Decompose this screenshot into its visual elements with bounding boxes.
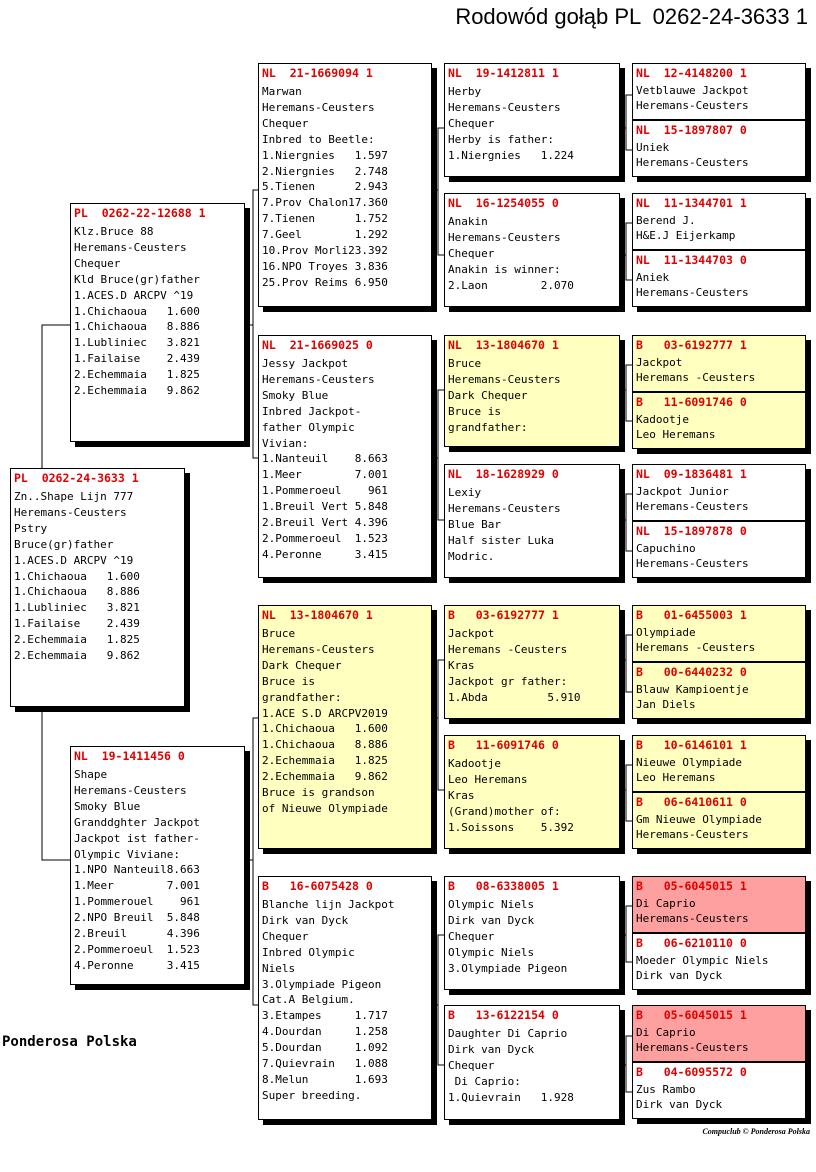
pigeon-info-line: Blanche lijn Jackpot xyxy=(262,898,395,911)
pigeon-info-line: Olympic Viviane: xyxy=(74,847,180,861)
pigeon-info-line: 1.Failaise 2.439 xyxy=(74,352,200,366)
pigeon-info-line: 1.ACES.D ARCPV ^19 xyxy=(74,288,194,302)
pigeon-info-line: Vetblauwe Jackpot xyxy=(636,84,749,97)
pigeon-card-g3b xyxy=(444,193,620,307)
pigeon-info-line: Capuchino xyxy=(636,542,696,555)
pigeon-info-line: Bruce is xyxy=(262,674,315,688)
pigeon-card-g4b xyxy=(632,120,806,177)
pigeon-info-line: Marwan xyxy=(262,85,302,98)
pigeon-info-line: Heremans-Ceusters xyxy=(636,828,749,841)
ring-number: NL 21-1669025 0 xyxy=(262,338,373,352)
ring-number: NL 13-1804670 1 xyxy=(448,338,559,352)
pigeon-info-line: 7.Geel 1.292 xyxy=(262,228,388,242)
pigeon-info-line: Granddghter Jackpot xyxy=(74,815,200,829)
pigeon-info-line: Olympic Niels xyxy=(448,898,535,911)
pigeon-info-line: Chequer xyxy=(448,116,495,130)
pigeon-info-line: 1.Pommeroeul 961 xyxy=(262,484,388,498)
pigeon-card-g4f xyxy=(632,392,806,449)
pigeon-info-line: Heremans-Ceusters xyxy=(448,372,561,386)
pigeon-card-g4c xyxy=(632,193,806,250)
pigeon-info-line: Bruce is grandson xyxy=(262,786,375,800)
pigeon-info-line: 8.Melun 1.693 xyxy=(262,1072,388,1086)
pigeon-info-line: 3.Olympiade Pigeon xyxy=(262,977,382,991)
loft-name: Ponderosa Polska xyxy=(2,1034,137,1050)
pigeon-info-line: Heremans -Ceusters xyxy=(636,371,756,384)
pigeon-info-line: Heremans-Ceusters xyxy=(448,230,561,244)
pigeon-card-g0 xyxy=(10,468,185,707)
pigeon-card-g2d xyxy=(258,876,432,1120)
pigeon-info-line: Heremans-Ceusters xyxy=(262,372,375,386)
pigeon-info-line: 2.NPO Breuil 5.848 xyxy=(74,911,200,925)
pigeon-info-line: Heremans-Ceusters xyxy=(636,912,749,925)
pigeon-card-g4i xyxy=(632,605,806,662)
pigeon-info-line: Heremans-Ceusters xyxy=(636,99,749,112)
pigeon-info-line: Heremans-Ceusters xyxy=(262,100,375,114)
pigeon-info-line: 2.Breuil Vert 4.396 xyxy=(262,516,388,530)
pigeon-info-line: 2.Pommeroeul 1.523 xyxy=(74,942,200,956)
ring-number: NL 21-1669094 1 xyxy=(262,66,373,80)
pigeon-info-line: 25.Prov Reims 6.950 xyxy=(262,275,388,289)
ring-number: NL 11-1344701 1 xyxy=(636,196,747,210)
pigeon-info-line: grandfather: xyxy=(262,690,342,704)
ring-number: B 08-6338005 1 xyxy=(448,879,559,893)
pigeon-card-g3h xyxy=(444,1005,620,1120)
ring-number: B 00-6440232 0 xyxy=(636,665,747,679)
pigeon-info-line: Inbred Jackpot- xyxy=(262,404,362,418)
pigeon-info-line: 1.Niergnies 1.224 xyxy=(448,148,574,162)
pigeon-info-line: 5.Dourdan 1.092 xyxy=(262,1041,388,1055)
pigeon-info-line: Heremans-Ceusters xyxy=(448,501,561,515)
pigeon-info-line: Anakin is winner: xyxy=(448,262,561,276)
ring-number: NL 19-1412811 1 xyxy=(448,66,559,80)
pigeon-info-line: Heremans-Ceusters xyxy=(448,100,561,114)
ring-number: PL 0262-24-3633 1 xyxy=(14,471,139,485)
pigeon-info-line: Jan Diels xyxy=(636,698,696,711)
ring-number: NL 12-4148200 1 xyxy=(636,66,747,80)
pigeon-info-line: Di Caprio: xyxy=(448,1074,521,1088)
pigeon-info-line: Kadootje xyxy=(636,413,689,426)
ring-number: NL 09-1836481 1 xyxy=(636,467,747,481)
pigeon-info-line: Heremans-Ceusters xyxy=(262,642,375,656)
pigeon-info-line: (Grand)mother of: xyxy=(448,804,561,818)
pigeon-info-line: Di Caprio xyxy=(636,897,696,910)
pigeon-info-line: Blauw Kampioentje xyxy=(636,683,749,696)
pigeon-info-line: Heremans-Ceusters xyxy=(636,500,749,513)
pigeon-info-line: Modric. xyxy=(448,549,495,563)
pigeon-info-line: 1.Soissons 5.392 xyxy=(448,820,574,834)
pigeon-info-line: Niels xyxy=(262,961,296,975)
pigeon-info-line: 1.ACES.D ARCPV ^19 xyxy=(14,553,134,567)
pigeon-info-line: Heremans-Ceusters xyxy=(636,1041,749,1054)
pigeon-info-line: Kld Bruce(gr)father xyxy=(74,272,200,286)
pigeon-info-line: Bruce xyxy=(448,357,482,370)
pigeon-info-line: Berend J. xyxy=(636,214,696,227)
pigeon-info-line: Heremans-Ceusters xyxy=(636,557,749,570)
ring-number: B 13-6122154 0 xyxy=(448,1008,559,1022)
pigeon-card-g2b xyxy=(258,335,432,578)
pigeon-info-line: Jessy Jackpot xyxy=(262,357,349,370)
pigeon-info-line: Leo Heremans xyxy=(636,771,716,784)
pigeon-info-line: 1.Chichaoua 1.600 xyxy=(14,569,140,583)
ring-number: B 05-6045015 1 xyxy=(636,879,747,893)
pigeon-info-line: 1.Chichaoua 8.886 xyxy=(14,585,140,599)
pigeon-info-line: Heremans-Ceusters xyxy=(636,156,749,169)
pigeon-card-g4a xyxy=(632,63,806,120)
pigeon-card-g3a xyxy=(444,63,620,177)
pigeon-info-line: 1.Pommerouel 961 xyxy=(74,895,200,909)
pigeon-info-line: 3.Etampes 1.717 xyxy=(262,1009,388,1023)
pigeon-info-line: Dirk van Dyck xyxy=(448,1042,535,1056)
pigeon-info-line: Jackpot Junior xyxy=(636,485,729,498)
pigeon-info-line: Zn..Shape Lijn 777 xyxy=(14,490,134,503)
ring-number: B 01-6455003 1 xyxy=(636,608,747,622)
pigeon-info-line: 2.Niergnies 2.748 xyxy=(262,164,388,178)
copyright-note: Compuclub © Ponderosa Polska xyxy=(702,1127,810,1136)
pigeon-info-line: Blue Bar xyxy=(448,517,501,531)
pigeon-info-line: Dirk van Dyck xyxy=(448,913,535,927)
ring-number: B 03-6192777 1 xyxy=(448,608,559,622)
pigeon-info-line: Dirk van Dyck xyxy=(262,913,349,927)
pigeon-info-line: Anakin xyxy=(448,215,488,228)
pigeon-info-line: 7.Tienen 1.752 xyxy=(262,212,388,226)
pigeon-info-line: 10.Prov Morli23.392 xyxy=(262,244,388,258)
pigeon-info-line: 2.Echemmaia 1.825 xyxy=(14,633,140,647)
pigeon-info-line: Half sister Luka xyxy=(448,533,554,547)
pigeon-info-line: Chequer xyxy=(262,929,309,943)
pigeon-info-line: Heremans -Ceusters xyxy=(636,641,756,654)
pigeon-info-line: Heremans-Ceusters xyxy=(74,240,187,254)
pigeon-card-g4n xyxy=(632,933,806,990)
pigeon-info-line: Chequer xyxy=(262,116,309,130)
pedigree-title: Rodowód gołąb PL 0262-24-3633 1 xyxy=(455,4,808,29)
pigeon-info-line: Pstry xyxy=(14,521,48,535)
pigeon-info-line: Inbred Olympic xyxy=(262,945,355,959)
pigeon-card-g2a xyxy=(258,63,432,307)
pigeon-info-line: 4.Dourdan 1.258 xyxy=(262,1025,388,1039)
ring-number: NL 18-1628929 0 xyxy=(448,467,559,481)
pigeon-info-line: Leo Heremans xyxy=(448,772,528,786)
ring-number: NL 16-1254055 0 xyxy=(448,196,559,210)
pigeon-info-line: Inbred to Beetle: xyxy=(262,132,375,146)
pigeon-info-line: 1.Lubliniec 3.821 xyxy=(74,336,200,350)
pigeon-info-line: Chequer xyxy=(448,1058,495,1072)
pigeon-info-line: Aniek xyxy=(636,271,670,284)
pigeon-info-line: H&E.J Eijerkamp xyxy=(636,229,736,242)
pigeon-info-line: 2.Pommeroeul 1.523 xyxy=(262,531,388,545)
pigeon-info-line: Leo Heremans xyxy=(636,428,716,441)
pigeon-info-line: 2.Echemmaia 1.825 xyxy=(262,754,388,768)
pigeon-card-g4m xyxy=(632,876,806,933)
pigeon-info-line: Cat.A Belgium. xyxy=(262,993,355,1007)
pigeon-info-line: 4.Peronne 3.415 xyxy=(262,547,388,561)
pigeon-info-line: 1.Quievrain 1.928 xyxy=(448,1090,574,1104)
pigeon-card-g4j xyxy=(632,662,806,719)
pigeon-info-line: Bruce(gr)father xyxy=(14,537,114,551)
pigeon-info-line: 1.Chichaoua 1.600 xyxy=(262,722,388,736)
pigeon-info-line: 1.Chichaoua 8.886 xyxy=(74,320,200,334)
pigeon-info-line: 4.Peronne 3.415 xyxy=(74,958,200,972)
pigeon-info-line: Chequer xyxy=(74,256,121,270)
pigeon-info-line: Heremans -Ceusters xyxy=(448,642,568,656)
pigeon-info-line: Jackpot ist father- xyxy=(74,831,200,845)
pigeon-card-g4p xyxy=(632,1062,806,1119)
pigeon-info-line: 1.Abda 5.910 xyxy=(448,690,581,704)
pigeon-info-line: 16.NPO Troyes 3.836 xyxy=(262,259,388,273)
pigeon-card-g4e xyxy=(632,335,806,392)
pigeon-info-line: 1.Breuil Vert 5.848 xyxy=(262,500,388,514)
ring-number: B 10-6146101 1 xyxy=(636,738,747,752)
pigeon-info-line: Shape xyxy=(74,768,108,781)
pigeon-card-g3g xyxy=(444,876,620,990)
pigeon-info-line: Jackpot gr father: xyxy=(448,674,568,688)
pigeon-card-g3c xyxy=(444,335,620,447)
pigeon-info-line: Gm Nieuwe Olympiade xyxy=(636,813,762,826)
ring-number: PL 0262-22-12688 1 xyxy=(74,206,206,220)
pigeon-info-line: Smoky Blue xyxy=(74,799,141,813)
pigeon-info-line: Chequer xyxy=(448,929,495,943)
ring-number: B 05-6045015 1 xyxy=(636,1008,747,1022)
pigeon-card-g3e xyxy=(444,605,620,719)
pigeon-info-line: Dirk van Dyck xyxy=(636,1098,723,1111)
pigeon-info-line: Heremans-Ceusters xyxy=(636,286,749,299)
pigeon-info-line: Kras xyxy=(448,788,475,802)
ring-number: NL 15-1897878 0 xyxy=(636,524,747,538)
ring-number: NL 19-1411456 0 xyxy=(74,749,185,763)
pigeon-info-line: Kras xyxy=(448,658,475,672)
pigeon-info-line: 1.NPO Nanteuil8.663 xyxy=(74,863,200,877)
ring-number: NL 11-1344703 0 xyxy=(636,253,747,267)
ring-number: NL 13-1804670 1 xyxy=(262,608,373,622)
pigeon-info-line: 1.Chichaoua 1.600 xyxy=(74,304,200,318)
pigeon-info-line: Herby is father: xyxy=(448,132,554,146)
pigeon-info-line: 1.ACE S.D ARCPV2019 xyxy=(262,706,388,720)
pigeon-card-g4k xyxy=(632,735,806,792)
pigeon-card-g4o xyxy=(632,1005,806,1062)
pigeon-info-line: 2.Echemmaia 1.825 xyxy=(74,368,200,382)
pigeon-info-line: Klz.Bruce 88 xyxy=(74,225,154,238)
pigeon-info-line: Herby xyxy=(448,85,482,98)
pigeon-info-line: 1.Meer 7.001 xyxy=(74,879,200,893)
pigeon-card-g4l xyxy=(632,792,806,849)
ring-number: B 03-6192777 1 xyxy=(636,338,747,352)
pigeon-card-g4h xyxy=(632,521,806,578)
pigeon-info-line: father Olympic xyxy=(262,420,355,434)
pigeon-info-line: Bruce xyxy=(262,627,296,640)
ring-number: B 16-6075428 0 xyxy=(262,879,373,893)
pigeon-info-line: Heremans-Ceusters xyxy=(14,505,127,519)
pigeon-info-line: 3.Olympiade Pigeon xyxy=(448,961,568,975)
pigeon-info-line: Super breeding. xyxy=(262,1088,362,1102)
pigeon-info-line: 1.Lubliniec 3.821 xyxy=(14,601,140,615)
pigeon-info-line: Olympic Niels xyxy=(448,945,535,959)
pigeon-info-line: 1.Chichaoua 8.886 xyxy=(262,738,388,752)
ring-number: B 11-6091746 0 xyxy=(636,395,747,409)
pigeon-info-line: Dirk van Dyck xyxy=(636,969,723,982)
pigeon-info-line: 1.Failaise 2.439 xyxy=(14,617,140,631)
pigeon-info-line: 2.Echemmaia 9.862 xyxy=(14,649,140,663)
pigeon-info-line: Di Caprio xyxy=(636,1026,696,1039)
pigeon-card-g3d xyxy=(444,464,620,578)
pigeon-info-line: Uniek xyxy=(636,141,670,154)
pigeon-info-line: Nieuwe Olympiade xyxy=(636,756,742,769)
pigeon-info-line: 1.Niergnies 1.597 xyxy=(262,148,388,162)
pigeon-info-line: Heremans-Ceusters xyxy=(74,783,187,797)
pigeon-info-line: Olympiade xyxy=(636,626,696,639)
ring-number: B 11-6091746 0 xyxy=(448,738,559,752)
pigeon-info-line: 7.Quievrain 1.088 xyxy=(262,1057,388,1071)
pigeon-info-line: 2.Laon 2.070 xyxy=(448,278,574,292)
pigeon-info-line: 1.Nanteuil 8.663 xyxy=(262,452,388,466)
pigeon-info-line: Zus Rambo xyxy=(636,1083,696,1096)
pigeon-info-line: Daughter Di Caprio xyxy=(448,1027,568,1040)
pigeon-info-line: 1.Meer 7.001 xyxy=(262,468,388,482)
ring-number: B 04-6095572 0 xyxy=(636,1065,747,1079)
pigeon-info-line: of Nieuwe Olympiade xyxy=(262,801,388,815)
ring-number: B 06-6410611 0 xyxy=(636,795,747,809)
pigeon-info-line: Kadootje xyxy=(448,757,501,770)
pigeon-card-g2c xyxy=(258,605,432,849)
ring-number: B 06-6210110 0 xyxy=(636,936,747,950)
pigeon-info-line: 2.Echemmaia 9.862 xyxy=(262,770,388,784)
pigeon-card-g3f xyxy=(444,735,620,849)
pigeon-info-line: Vivian: xyxy=(262,436,309,450)
pigeon-info-line: Lexiy xyxy=(448,486,482,499)
pigeon-card-g4d xyxy=(632,250,806,307)
pigeon-info-line: Jackpot xyxy=(448,627,495,640)
pigeon-info-line: 2.Breuil 4.396 xyxy=(74,927,200,941)
pigeon-info-line: Moeder Olympic Niels xyxy=(636,954,769,967)
pigeon-info-line: Jackpot xyxy=(636,356,683,369)
pigeon-card-g1b xyxy=(70,746,245,985)
pigeon-info-line: 2.Echemmaia 9.862 xyxy=(74,384,200,398)
pigeon-info-line: Bruce is xyxy=(448,404,501,418)
pigeon-info-line: Chequer xyxy=(448,246,495,260)
pigeon-info-line: grandfather: xyxy=(448,420,528,434)
pigeon-info-line: Smoky Blue xyxy=(262,388,329,402)
pigeon-info-line: Dark Chequer xyxy=(448,388,528,402)
ring-number: NL 15-1897807 0 xyxy=(636,123,747,137)
pigeon-card-g4g xyxy=(632,464,806,521)
pigeon-info-line: 7.Prov Chalon17.360 xyxy=(262,196,388,210)
pigeon-info-line: Dark Chequer xyxy=(262,658,342,672)
pigeon-info-line: 5.Tienen 2.943 xyxy=(262,180,388,194)
pigeon-card-g1a xyxy=(70,203,245,442)
